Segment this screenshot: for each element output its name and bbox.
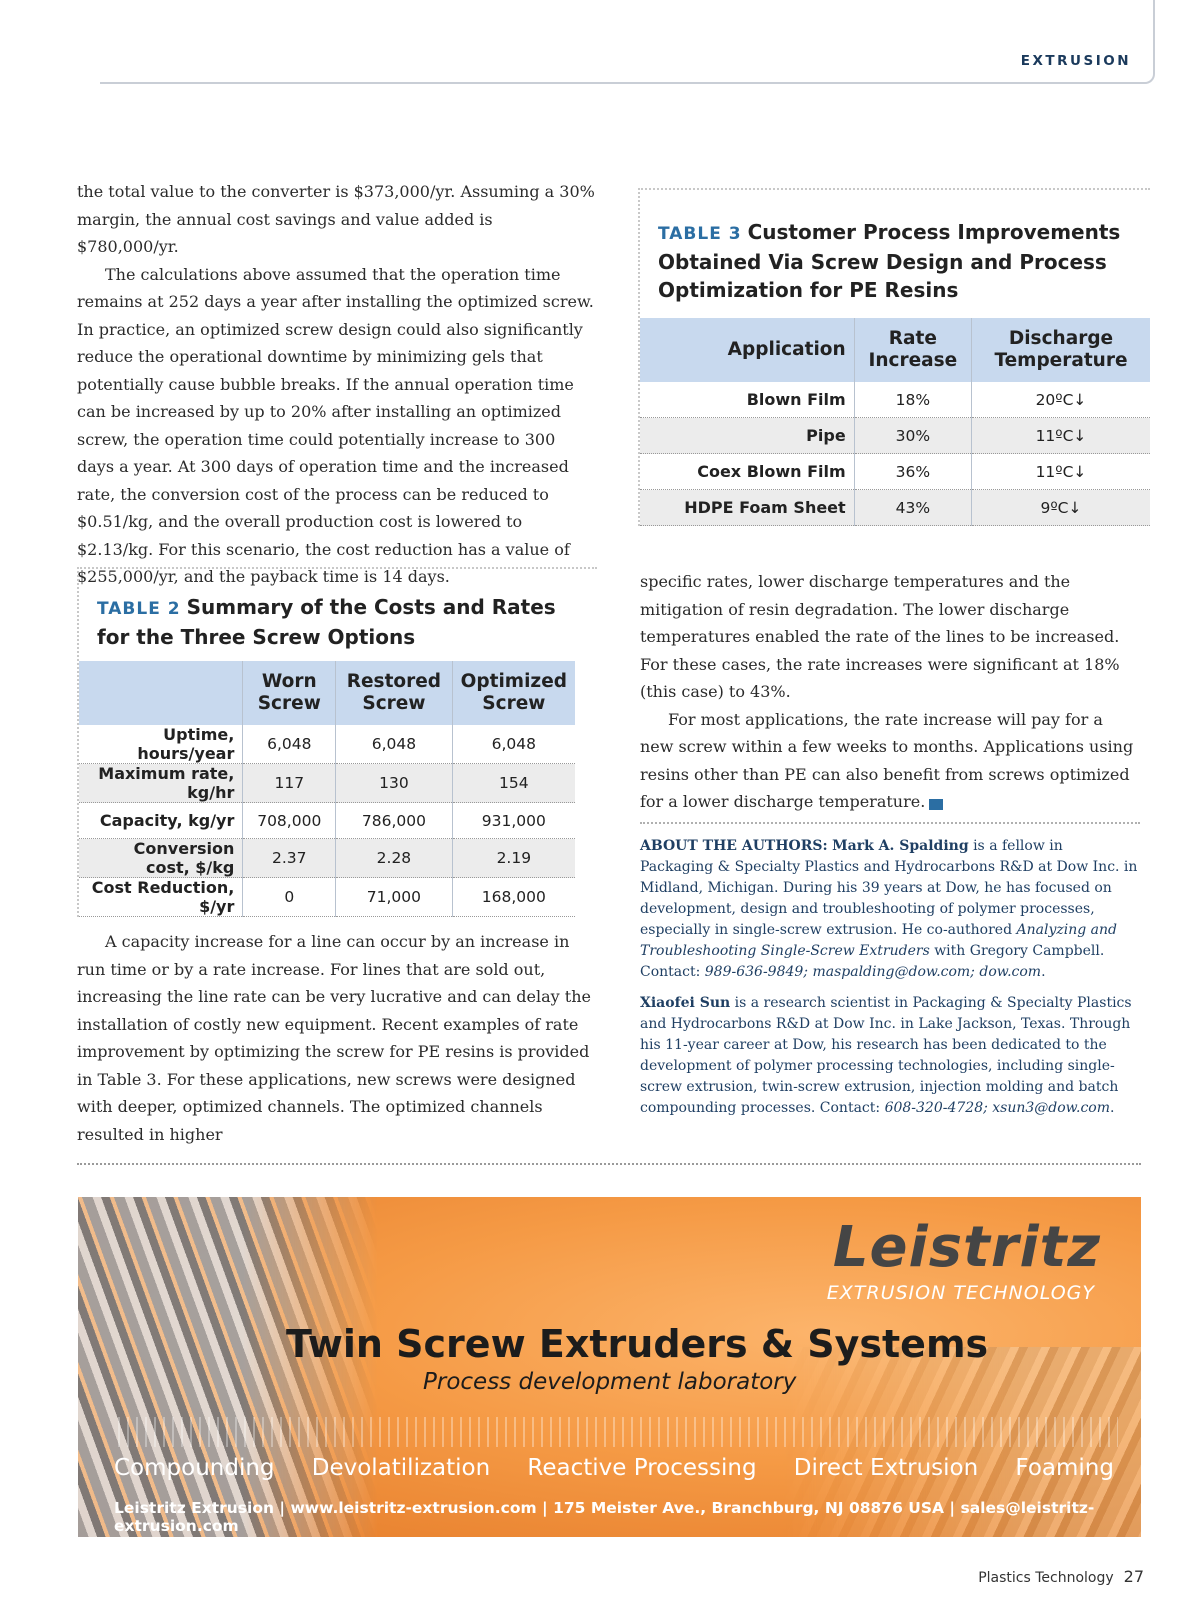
table-cell: 11ºC↓ bbox=[971, 418, 1150, 454]
paragraph: For most applications, the rate increase will pay for a new screw within a few weeks to months. Applications using resins other than PE can also benefit from screws optimized for a lower discharge temperature. bbox=[640, 709, 1134, 811]
body-text-left-top bbox=[77, 178, 597, 591]
about-the-authors bbox=[640, 822, 1140, 1129]
table-2 bbox=[77, 567, 597, 917]
table-cell: 6,048 bbox=[336, 725, 452, 764]
table-cell: 6,048 bbox=[452, 725, 575, 764]
brand-logo: Leistritz bbox=[832, 1215, 1101, 1280]
section-divider bbox=[77, 1163, 1141, 1165]
row-label: Cost Reduction, $/yr bbox=[79, 878, 243, 917]
ad-tagline: Process development laboratory bbox=[423, 1369, 797, 1395]
table-row bbox=[640, 418, 1150, 454]
author-name: Xiaofei Sun bbox=[640, 995, 731, 1011]
brand-subtitle: EXTRUSION TECHNOLOGY bbox=[826, 1282, 1095, 1304]
table-cell: 168,000 bbox=[452, 878, 575, 917]
table-row bbox=[79, 803, 575, 839]
author-contact: 608-320-4728; xsun3@dow.com bbox=[884, 1100, 1110, 1116]
row-label: Blown Film bbox=[640, 382, 854, 418]
end-mark-icon: PT bbox=[929, 799, 943, 810]
paragraph: A capacity increase for a line can occur by an increase in run time or by a rate increase. For lines that are sold out, increasing the line rate can be very lucrative and can delay the installation of costly new equipment. Recent examples of rate improvement by optimizing the screw for PE resins is provided in Table 3. For these applications, new screws were designed with deeper, optimized channels. The optimized channels resulted in higher bbox=[77, 932, 591, 1144]
table-cell: 2.37 bbox=[243, 839, 336, 878]
row-label: HDPE Foam Sheet bbox=[640, 490, 854, 526]
authors-label: ABOUT THE AUTHORS: bbox=[640, 838, 828, 854]
author-bio-text: is a research scientist in Packaging & Specialty Plastics and Hydrocarbons R&D at Dow Inc. in Lake Jackson, Texas. Through his 11-year career at Dow, his research has been dedicated to the development of polymer processing technologies, including single-screw extrusion, twin-screw extrusion, injection molding and batch compounding processes. Contact: bbox=[640, 995, 1132, 1116]
book-title: Analyzing and Troubleshooting Single-Screw Extruders bbox=[640, 922, 1117, 959]
table-title: Summary of the Costs and Rates for the Three Screw Options bbox=[97, 595, 556, 649]
ad-services bbox=[114, 1455, 1114, 1481]
table-cell: 931,000 bbox=[452, 803, 575, 839]
table-row bbox=[79, 764, 575, 803]
column-header: Restored Screw bbox=[336, 661, 452, 725]
author-contact: 989-636-9849; maspalding@dow.com; dow.com bbox=[704, 964, 1042, 980]
table-cell: 43% bbox=[854, 490, 971, 526]
body-text-right bbox=[640, 568, 1140, 816]
table-row bbox=[640, 382, 1150, 418]
publication-name: Plastics Technology bbox=[978, 1570, 1114, 1586]
column-header: Discharge Temperature bbox=[971, 318, 1150, 382]
table-cell: 71,000 bbox=[336, 878, 452, 917]
row-label: Conversion cost, $/kg bbox=[79, 839, 243, 878]
row-label: Uptime, hours/year bbox=[79, 725, 243, 764]
paragraph: specific rates, lower discharge temperatures and the mitigation of resin degradation. The lower discharge temperatures enabled the rate of the lines to be increased. For these cases, the rate increases were significant at 18% (this case) to 43%. bbox=[640, 572, 1120, 701]
header-tab bbox=[100, 0, 1155, 84]
author-bio bbox=[640, 836, 1140, 983]
column-header: Optimized Screw bbox=[452, 661, 575, 725]
table-caption bbox=[640, 190, 1150, 318]
service-item: Direct Extrusion bbox=[793, 1455, 979, 1481]
table-cell: 20ºC↓ bbox=[971, 382, 1150, 418]
table-cell: 11ºC↓ bbox=[971, 454, 1150, 490]
advertisement-banner[interactable] bbox=[78, 1197, 1141, 1537]
column-header: Rate Increase bbox=[854, 318, 971, 382]
table-cell: 786,000 bbox=[336, 803, 452, 839]
column-header: Application bbox=[640, 318, 854, 382]
author-bio-text: with Gregory Campbell. Contact: bbox=[640, 943, 1105, 980]
table-cell: 18% bbox=[854, 382, 971, 418]
paragraph: the total value to the converter is $373,000/yr. Assuming a 30% margin, the annual cost savings and value added is $780,000/yr. bbox=[77, 182, 595, 256]
table-row bbox=[640, 454, 1150, 490]
table-cell: 154 bbox=[452, 764, 575, 803]
table-number: TABLE 3 bbox=[658, 224, 742, 244]
table-caption bbox=[79, 569, 597, 661]
page-footer bbox=[978, 1567, 1144, 1586]
table-title: Customer Process Improvements Obtained Via Screw Design and Process Optimization for PE Resins bbox=[658, 220, 1121, 302]
column-header: Worn Screw bbox=[243, 661, 336, 725]
paragraph: The calculations above assumed that the operation time remains at 252 days a year after installing the optimized screw. In practice, an optimized screw design could also significantly reduce the operational downtime by minimizing gels that potentially cause bubble breaks. If the annual operation time can be increased by up to 20% after installing an optimized screw, the operation time could potentially increase to 300 days a year. At 300 days of operation time and the increased rate, the conversion cost of the process can be reduced to $0.51/kg, and the overall production cost is lowered to $2.13/kg. For this scenario, the cost reduction has a value of $255,000/yr, and the payback time is 14 days. bbox=[77, 264, 594, 586]
author-bio-text: is a fellow in Packaging & Specialty Plastics and Hydrocarbons R&D at Dow Inc. in Midland, Michigan. During his 39 years at Dow, he has focused on development, design and troubleshooting of polymer processes, especially in single-screw extrusion. He co-authored bbox=[640, 838, 1138, 938]
table-cell: 117 bbox=[243, 764, 336, 803]
section-label: EXTRUSION bbox=[1020, 53, 1131, 69]
body-text-left-bottom bbox=[77, 928, 597, 1148]
row-label: Capacity, kg/yr bbox=[79, 803, 243, 839]
table-row bbox=[79, 839, 575, 878]
author-name: Mark A. Spalding bbox=[832, 838, 969, 854]
table-cell: 36% bbox=[854, 454, 971, 490]
row-label: Coex Blown Film bbox=[640, 454, 854, 490]
table-cell: 9ºC↓ bbox=[971, 490, 1150, 526]
decorative-band bbox=[118, 1417, 1118, 1447]
table-cell: 2.28 bbox=[336, 839, 452, 878]
column-header bbox=[79, 661, 243, 725]
table-cell: 30% bbox=[854, 418, 971, 454]
ad-headline: Twin Screw Extruders & Systems bbox=[286, 1322, 989, 1366]
author-bio-text: . bbox=[1110, 1100, 1115, 1116]
table-row bbox=[640, 490, 1150, 526]
page-number: 27 bbox=[1123, 1567, 1144, 1586]
table-3 bbox=[638, 188, 1150, 526]
paragraph-with-endmark bbox=[640, 706, 1140, 816]
table-number: TABLE 2 bbox=[97, 599, 181, 619]
table-cell: 130 bbox=[336, 764, 452, 803]
ad-contact-line: Leistritz Extrusion | www.leistritz-extrusion.com | 175 Meister Ave., Branchburg, NJ 08876 USA | sales@leistritz-extrusion.com bbox=[114, 1499, 1095, 1535]
data-table bbox=[79, 661, 575, 917]
author-bio bbox=[640, 993, 1140, 1119]
service-item: Devolatilization bbox=[311, 1455, 491, 1481]
table-cell: 6,048 bbox=[243, 725, 336, 764]
row-label: Maximum rate, kg/hr bbox=[79, 764, 243, 803]
table-row bbox=[79, 725, 575, 764]
table-cell: 2.19 bbox=[452, 839, 575, 878]
table-cell: 0 bbox=[243, 878, 336, 917]
extruder-screws-image bbox=[78, 1197, 378, 1537]
service-item: Foaming bbox=[1015, 1455, 1114, 1481]
table-cell: 708,000 bbox=[243, 803, 336, 839]
author-bio-text: . bbox=[1041, 964, 1046, 980]
data-table bbox=[640, 318, 1150, 526]
service-item: Reactive Processing bbox=[527, 1455, 757, 1481]
table-row bbox=[79, 878, 575, 917]
service-item: Compounding bbox=[114, 1455, 275, 1481]
row-label: Pipe bbox=[640, 418, 854, 454]
